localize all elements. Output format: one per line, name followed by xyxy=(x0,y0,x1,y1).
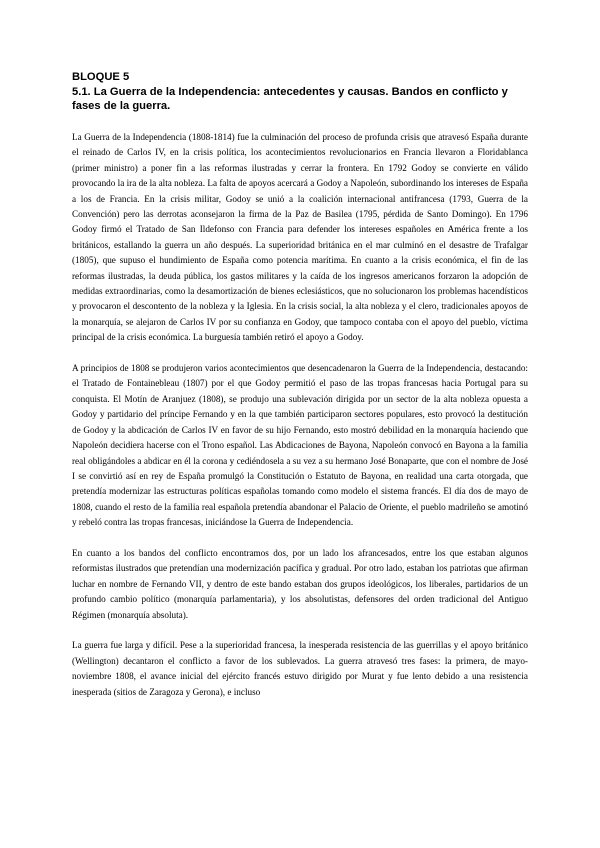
block-heading: BLOQUE 5 xyxy=(72,71,130,83)
paragraph: La Guerra de la Independencia (1808-1814) fue la culminación del proceso de profunda crisis que atravesó España durante el reinado de Carlos IV, en la crisis política, los acontecimientos revolucionarios en Francia llevaron a Floridablanca (primer ministro) a poner fin a las reformas ilustradas y cerrar la frontera. En 1792 Godoy se convierte en válido provocando la ira de la alta nobleza. La falta de apoyos acercará a Godoy a Napoleón, subordinando los intereses de España a los de Francia. En la crisis militar, Godoy se unió a la coalición internacional antifrancesa (1793, Guerra de la Convención) pero las derrotas aconsejaron la firma de la Paz de Basilea (1795, pérdida de Santo Domingo). En 1796 Godoy firmó el Tratado de San Ildefonso con Francia para defender los intereses españoles en América frente a los británicos, estallando la guerra un año después. La superioridad británica en el mar culminó en el desastre de Trafalgar (1805), que supuso el hundimiento de España como potencia marítima. En cuanto a la crisis económica, el fin de las reformas ilustradas, la deuda pública, los gastos militares y la caída de los ingresos americanos forzaron la adopción de medidas extraordinarias, como la desamortización de bienes eclesiásticos, que no solucionaron los problemas hacendísticos y provocaron el descontento de la nobleza y la Iglesia. En la crisis social, la alta nobleza y el clero, tradicionales apoyos de la monarquía, se alejaron de Carlos IV por su confianza en Godoy, que tampoco contaba con el apoyo del pueblo, víctima principal de la crisis económica. La burguesía también retiró el apoyo a Godoy. xyxy=(72,132,528,343)
document-body xyxy=(72,130,528,715)
paragraph: La guerra fue larga y difícil. Pese a la superioridad francesa, la inesperada resistencia de las guerrillas y el apoyo británico (Wellington) decantaron el conflicto a favor de los sublevados. La guerra atravesó tres fases: la primera, de mayo-noviembre 1808, el avance inicial del ejército francés estuvo dirigido por Murat y fue lento debido a una resistencia inesperada (sitios de Zaragoza y Gerona), e incluso xyxy=(72,640,528,697)
paragraph: En cuanto a los bandos del conflicto encontramos dos, por un lado los afrancesados, entre los que estaban algunos reformistas ilustrados que pretendían una modernización pacífica y gradual. Por otro lado, estaban los patriotas que afirman luchar en nombre de Fernando VII, y dentro de este bando estaban dos grupos ideológicos, los liberales, partidarios de un profundo cambio político (monarquía parlamentaria), y los absolutistas, defensores del orden tradicional del Antiguo Régimen (monarquía absoluta). xyxy=(72,547,528,620)
section-title: 5.1. La Guerra de la Independencia: antecedentes y causas. Bandos en conflicto y fases de la guerra. xyxy=(72,86,508,112)
paragraph: A principios de 1808 se produjeron varios acontecimientos que desencadenaron la Guerra de la Independencia, destacando: el Tratado de Fontainebleau (1807) por el que Godoy permitió el paso de las tropas francesas hacia Portugal para su conquista. El Motín de Aranjuez (1808), se produjo una sublevación dirigida por un sector de la alta nobleza opuesta a Godoy y partidario del príncipe Fernando y en la que también participaron sectores populares, esto provocó la destitución de Godoy y la abdicación de Carlos IV en favor de su hijo Fernando, esto mostró debilidad en la monarquía haciendo que Napoleón decidiera hacerse con el Trono español. Las Abdicaciones de Bayona, Napoleón convocó en Bayona a la familia real obligándoles a abdicar en él la corona y cediéndosela a su vez a su hermano José Bonaparte, que con el nombre de José I se convirtió así en rey de España promulgó la Constitución o Estatuto de Bayona, en realidad una carta otorgada, que pretendía modernizar las estructuras políticas españolas tomando como modelo el sistema francés. El día dos de mayo de 1808, cuando el resto de la familia real española pretendía abandonar el Palacio de Oriente, el pueblo madrileño se amotinó y rebeló contra las tropas francesas, iniciándose la Guerra de Independencia. xyxy=(72,363,528,528)
document-header xyxy=(72,70,532,113)
